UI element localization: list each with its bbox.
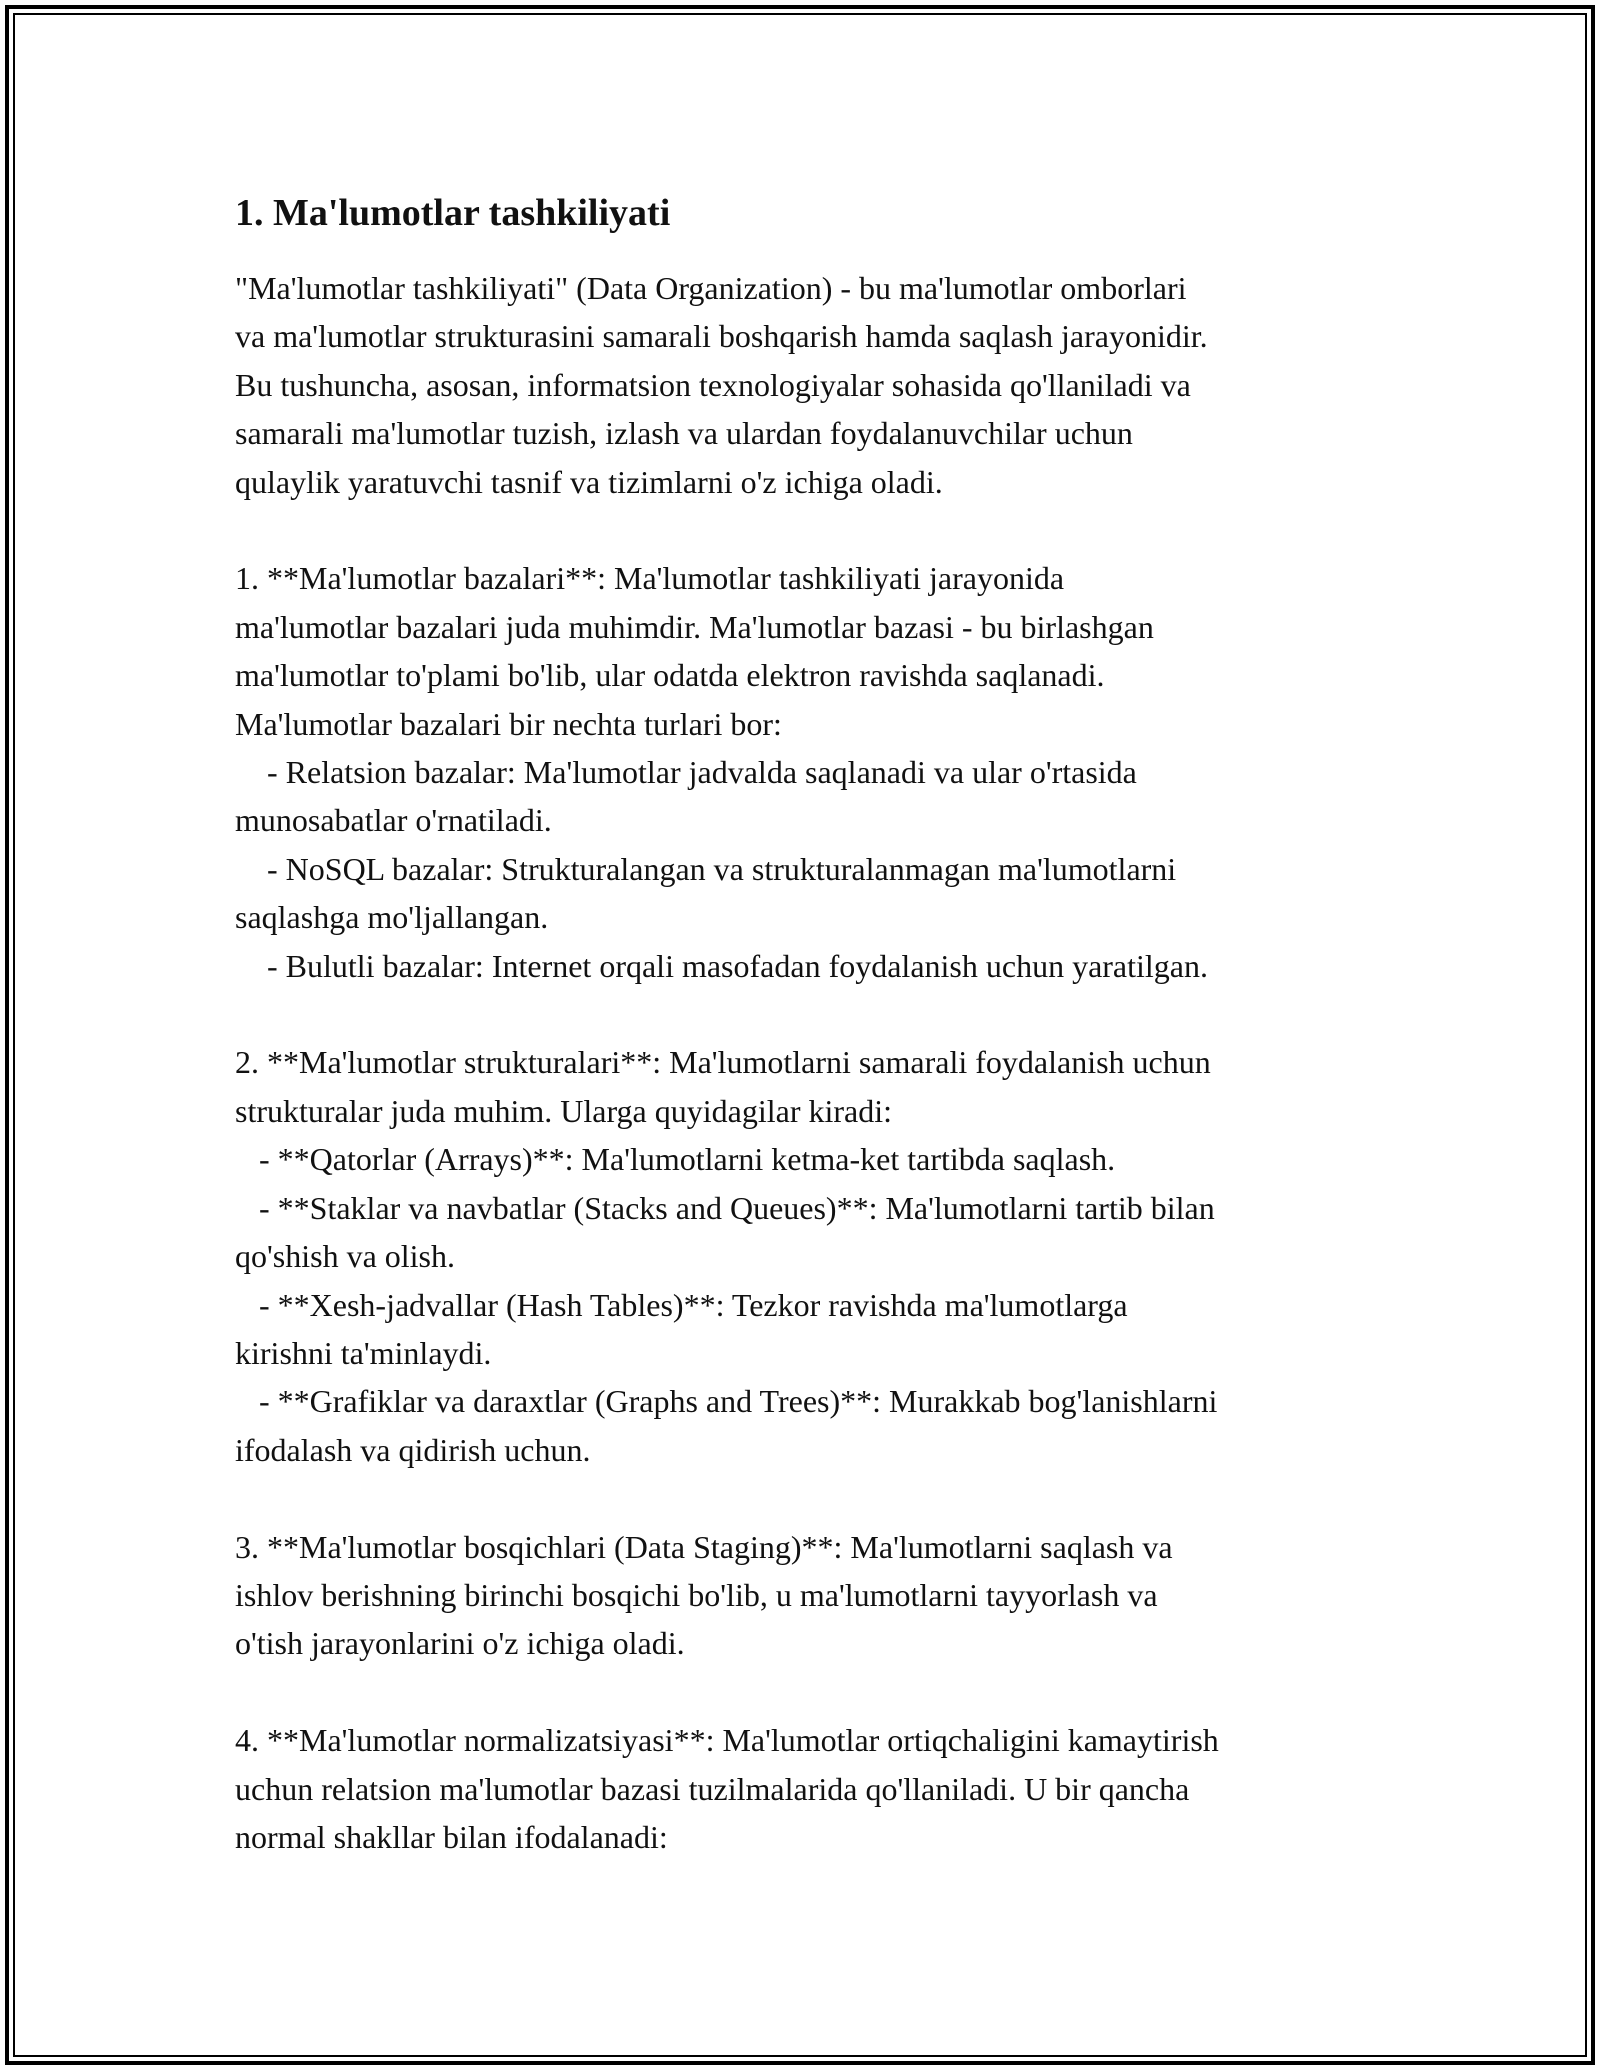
text-line: - Bulutli bazalar: Internet orqali masofadan foydalanish uchun yaratilgan. bbox=[235, 947, 1208, 984]
paragraph-gap bbox=[235, 506, 1385, 554]
paragraph-databases bbox=[235, 554, 1385, 990]
text-line: 3. **Ma'lumotlar bosqichlari (Data Staging)**: Ma'lumotlarni saqlash va bbox=[235, 1528, 1173, 1565]
text-line: ma'lumotlar bazalari juda muhimdir. Ma'lumotlar bazasi - bu birlashgan bbox=[235, 608, 1154, 645]
text-line: kirishni ta'minlaydi. bbox=[235, 1334, 492, 1371]
text-line: "Ma'lumotlar tashkiliyati" (Data Organization) - bu ma'lumotlar omborlari bbox=[235, 270, 1187, 306]
text-line: samarali ma'lumotlar tuzish, izlash va ulardan foydalanuvchilar uchun bbox=[235, 415, 1133, 452]
text-line: ishlov berishning birinchi bosqichi bo'lib, u ma'lumotlarni tayyorlash va bbox=[235, 1576, 1158, 1613]
text-line: saqlashga mo'ljallangan. bbox=[235, 899, 549, 936]
paragraph-staging bbox=[235, 1523, 1385, 1668]
text-line: ifodalash va qidirish uchun. bbox=[235, 1431, 591, 1468]
text-line: - NoSQL bazalar: Strukturalangan va strukturalanmagan ma'lumotlarni bbox=[235, 850, 1177, 887]
text-line: - Relatsion bazalar: Ma'lumotlar jadvalda saqlanadi va ular o'rtasida bbox=[235, 754, 1137, 791]
text-line: qulaylik yaratuvchi tasnif va tizimlarni o'z ichiga oladi. bbox=[235, 463, 943, 500]
text-line: qo'shish va olish. bbox=[235, 1238, 455, 1275]
text-line: 2. **Ma'lumotlar strukturalari**: Ma'lumotlarni samarali foydalanish uchun bbox=[235, 1044, 1211, 1081]
paragraph-structures bbox=[235, 1038, 1385, 1474]
text-line: Ma'lumotlar bazalari bir nechta turlari bor: bbox=[235, 705, 782, 742]
document-title: 1. Ma'lumotlar tashkiliyati bbox=[235, 192, 671, 234]
paragraph-gap bbox=[235, 1668, 1385, 1716]
text-line: o'tish jarayonlarini o'z ichiga oladi. bbox=[235, 1625, 685, 1662]
text-line: 1. **Ma'lumotlar bazalari**: Ma'lumotlar tashkiliyati jarayonida bbox=[235, 560, 1065, 597]
paragraph-intro bbox=[235, 264, 1385, 506]
text-line: uchun relatsion ma'lumotlar bazasi tuzilmalarida qo'llaniladi. U bir qancha bbox=[235, 1770, 1190, 1807]
text-line: va ma'lumotlar strukturasini samarali boshqarish hamda saqlash jarayonidir. bbox=[235, 318, 1208, 355]
text-line: ma'lumotlar to'plami bo'lib, ular odatda elektron ravishda saqlanadi. bbox=[235, 657, 1105, 694]
text-line: - **Xesh-jadvallar (Hash Tables)**: Tezkor ravishda ma'lumotlarga bbox=[235, 1286, 1128, 1323]
paragraph-gap bbox=[235, 1474, 1385, 1522]
paragraph-normalization bbox=[235, 1716, 1385, 1861]
text-line: - **Staklar va navbatlar (Stacks and Queues)**: Ma'lumotlarni tartib bilan bbox=[235, 1189, 1215, 1226]
text-line: normal shakllar bilan ifodalanadi: bbox=[235, 1818, 668, 1855]
text-line: - **Qatorlar (Arrays)**: Ma'lumotlarni ketma-ket tartibda saqlash. bbox=[235, 1141, 1116, 1178]
paragraph-gap bbox=[235, 990, 1385, 1038]
text-line: munosabatlar o'rnatiladi. bbox=[235, 802, 552, 839]
text-line: 4. **Ma'lumotlar normalizatsiyasi**: Ma'lumotlar ortiqchaligini kamaytirish bbox=[235, 1722, 1219, 1759]
text-line: strukturalar juda muhim. Ularga quyidagilar kiradi: bbox=[235, 1092, 893, 1129]
text-line: - **Grafiklar va daraxtlar (Graphs and Trees)**: Murakkab bog'lanishlarni bbox=[235, 1383, 1218, 1420]
document-body bbox=[235, 188, 1385, 1861]
text-line: Bu tushuncha, asosan, informatsion texnologiyalar sohasida qo'llaniladi va bbox=[235, 366, 1191, 403]
